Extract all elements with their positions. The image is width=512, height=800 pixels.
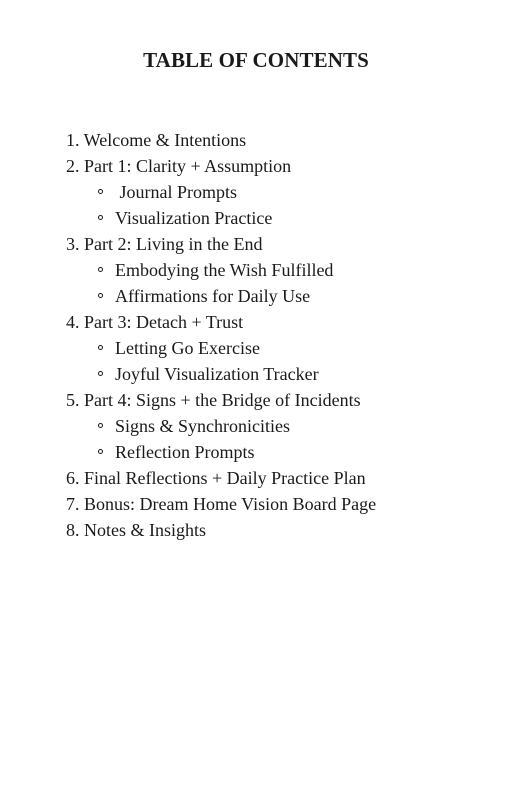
toc-subentry-label: Embodying the Wish Fulfilled xyxy=(115,260,334,280)
toc-subentry-label: Letting Go Exercise xyxy=(115,338,260,358)
toc-subentry-journal-prompts xyxy=(0,179,512,205)
toc-entry-label: 1. Welcome & Intentions xyxy=(66,130,247,150)
hollow-bullet-icon xyxy=(98,189,103,194)
toc-entry-label: 7. Bonus: Dream Home Vision Board Page xyxy=(66,494,377,514)
hollow-bullet-icon xyxy=(98,423,103,428)
toc-entry-part-1 xyxy=(0,153,512,179)
toc-entry-label: 8. Notes & Insights xyxy=(66,520,207,540)
toc-subentry-label: Visualization Practice xyxy=(115,208,273,228)
table-of-contents xyxy=(0,127,512,543)
toc-entry-label: 4. Part 3: Detach + Trust xyxy=(66,312,244,332)
hollow-bullet-icon xyxy=(98,449,103,454)
toc-entry-part-4 xyxy=(0,387,512,413)
toc-entry-part-2 xyxy=(0,231,512,257)
toc-subentry-label: Reflection Prompts xyxy=(115,442,255,462)
toc-subentry-embodying xyxy=(0,257,512,283)
toc-subentry-affirmations xyxy=(0,283,512,309)
toc-subentry-letting-go xyxy=(0,335,512,361)
hollow-bullet-icon xyxy=(98,345,103,350)
toc-entry-label: 3. Part 2: Living in the End xyxy=(66,234,263,254)
toc-subentry-reflection-prompts xyxy=(0,439,512,465)
toc-subentry-label: Journal Prompts xyxy=(115,182,238,202)
toc-subentry-label: Signs & Synchronicities xyxy=(115,416,290,436)
toc-entry-label: 2. Part 1: Clarity + Assumption xyxy=(66,156,292,176)
hollow-bullet-icon xyxy=(98,267,103,272)
hollow-bullet-icon xyxy=(98,293,103,298)
toc-subentry-signs xyxy=(0,413,512,439)
toc-entry-label: 5. Part 4: Signs + the Bridge of Incidents xyxy=(66,390,361,410)
hollow-bullet-icon xyxy=(98,215,103,220)
toc-entry-part-3 xyxy=(0,309,512,335)
toc-entry-label: 6. Final Reflections + Daily Practice Plan xyxy=(66,468,366,488)
toc-entry-notes xyxy=(0,517,512,543)
toc-entry-bonus xyxy=(0,491,512,517)
toc-subentry-label: Affirmations for Daily Use xyxy=(115,286,311,306)
toc-subentry-visualization-practice xyxy=(0,205,512,231)
toc-subentry-visualization-tracker xyxy=(0,361,512,387)
hollow-bullet-icon xyxy=(98,371,103,376)
toc-entry-final-reflections xyxy=(0,465,512,491)
toc-entry-welcome xyxy=(0,127,512,153)
page-title: TABLE OF CONTENTS xyxy=(143,48,369,72)
toc-subentry-label: Joyful Visualization Tracker xyxy=(115,364,319,384)
